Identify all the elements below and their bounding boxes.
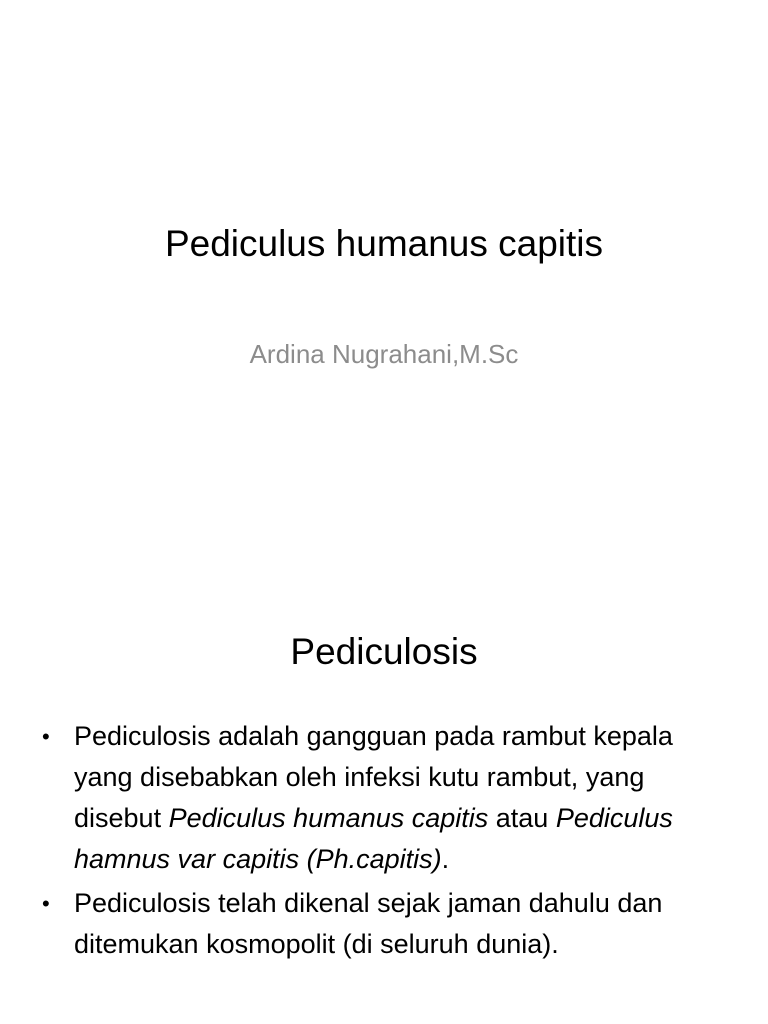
bullet-italic-term: Pediculus humanus capitis bbox=[168, 803, 489, 833]
bullet-item bbox=[40, 883, 730, 965]
content-slide bbox=[0, 576, 768, 1024]
author-subtitle: Ardina Nugrahani,M.Sc bbox=[249, 339, 519, 369]
bullet-item bbox=[40, 716, 730, 880]
bullet-text: Pediculosis adalah gangguan pada rambut kepala yang disebabkan oleh infeksi kutu rambut, yang disebut bbox=[74, 721, 673, 833]
bullet-icon: • bbox=[42, 724, 50, 749]
bullet-italic-term: Pediculus hamnus var capitis (Ph.capitis) bbox=[74, 803, 673, 874]
slide-heading: Pediculosis bbox=[290, 631, 478, 672]
bullet-text: . bbox=[441, 844, 450, 874]
slide-title: Pediculus humanus capitis bbox=[164, 223, 604, 264]
bullet-icon: • bbox=[42, 891, 50, 916]
bullet-text: atau bbox=[488, 803, 556, 833]
bullet-text: Pediculosis telah dikenal sejak jaman dahulu dan ditemukan kosmopolit (di seluruh dunia). bbox=[74, 888, 663, 959]
bullet-list bbox=[40, 716, 730, 968]
